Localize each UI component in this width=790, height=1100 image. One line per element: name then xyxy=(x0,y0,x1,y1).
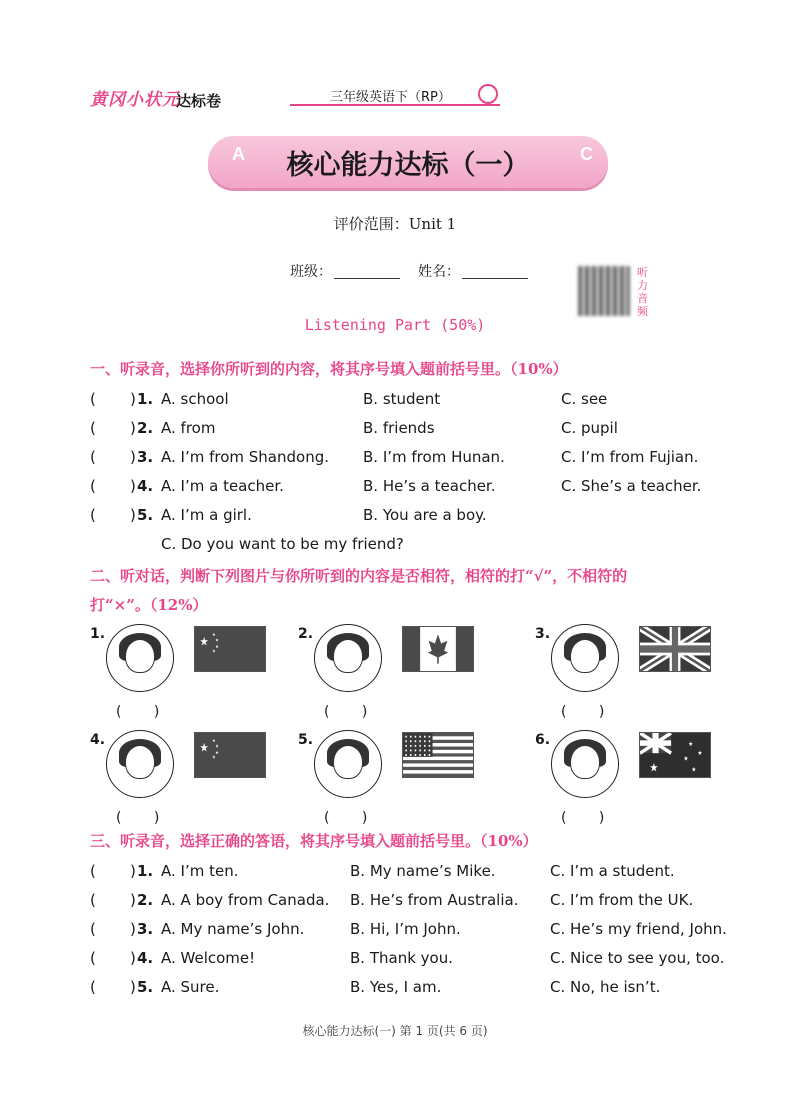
class-field[interactable] xyxy=(334,278,400,279)
option-a: A. school xyxy=(161,390,229,408)
svg-text:★: ★ xyxy=(683,755,689,763)
svg-text:★: ★ xyxy=(212,632,216,639)
option-b: B. I’m from Hunan. xyxy=(363,448,505,466)
option-c: C. see xyxy=(561,390,608,408)
answer-bracket-close: ) xyxy=(130,862,136,880)
subject-label: 三年级英语下（RP） xyxy=(330,90,451,105)
svg-text:★: ★ xyxy=(215,744,219,750)
child-portrait xyxy=(106,730,174,798)
option-b: B. He’s from Australia. xyxy=(350,891,519,909)
section1-title: 一、听录音，选择你所听到的内容，将其序号填入题前括号里。（10%） xyxy=(90,360,568,378)
svg-text:★: ★ xyxy=(649,760,659,775)
name-field[interactable] xyxy=(462,278,528,279)
answer-bracket-open[interactable]: ( xyxy=(90,891,96,909)
banner-letter-a: A xyxy=(232,144,245,164)
question-number: 4. xyxy=(137,949,154,967)
option-c: C. I’m from Fujian. xyxy=(561,448,699,466)
answer-bracket-open[interactable]: ( xyxy=(90,390,96,408)
child-portrait xyxy=(314,624,382,692)
option-b: B. He’s a teacher. xyxy=(363,477,496,495)
option-b: B. My name’s Mike. xyxy=(350,862,496,880)
answer-bracket-open[interactable]: ( xyxy=(90,862,96,880)
section2-title-line1: 二、听对话，判断下列图片与你所听到的内容是否相符，相符的打“√”，不相符的 xyxy=(90,567,628,585)
question-number: 3. xyxy=(137,448,154,466)
section3-title: 三、听录音，选择正确的答语，将其序号填入题前括号里。（10%） xyxy=(90,832,538,850)
answer-box[interactable]: ( ) xyxy=(116,704,174,720)
svg-text:★: ★ xyxy=(199,634,209,649)
answer-bracket-open[interactable]: ( xyxy=(90,477,96,495)
svg-text:★: ★ xyxy=(215,644,219,651)
picture-number: 6. xyxy=(535,732,551,748)
option-b: B. Yes, I am. xyxy=(350,978,442,996)
svg-text:★: ★ xyxy=(691,766,697,774)
flag-usa xyxy=(402,732,474,778)
option-b: B. You are a boy. xyxy=(363,506,487,524)
question-number: 5. xyxy=(137,978,154,996)
face-shape xyxy=(570,745,600,779)
answer-bracket-close: ) xyxy=(130,978,136,996)
child-portrait xyxy=(551,624,619,692)
question-number: 1. xyxy=(137,862,154,880)
svg-text:★: ★ xyxy=(215,638,219,644)
qr-caption: 听力音频 xyxy=(637,266,648,318)
picture-number: 3. xyxy=(535,626,551,642)
option-c: C. pupil xyxy=(561,419,618,437)
answer-box[interactable]: ( ) xyxy=(324,704,382,720)
option-a: A. A boy from Canada. xyxy=(161,891,330,909)
answer-bracket-close: ) xyxy=(130,448,136,466)
option-a: A. My name’s John. xyxy=(161,920,305,938)
question-number: 2. xyxy=(137,419,154,437)
child-portrait xyxy=(314,730,382,798)
class-label: 班级： xyxy=(290,264,332,280)
answer-box[interactable]: ( ) xyxy=(116,810,174,826)
option-a: A. Sure. xyxy=(161,978,220,996)
answer-bracket-close: ) xyxy=(130,920,136,938)
question-number: 4. xyxy=(137,477,154,495)
picture-number: 5. xyxy=(298,732,314,748)
svg-text:★: ★ xyxy=(688,740,694,748)
banner-letter-c: C xyxy=(580,144,593,164)
face-shape xyxy=(333,639,363,673)
answer-bracket-close: ) xyxy=(130,477,136,495)
answer-box[interactable]: ( ) xyxy=(561,704,619,720)
option-c: C. She’s a teacher. xyxy=(561,477,702,495)
question-number: 3. xyxy=(137,920,154,938)
question-number: 1. xyxy=(137,390,154,408)
svg-text:★: ★ xyxy=(212,738,216,745)
option-a: A. from xyxy=(161,419,216,437)
option-c: C. He’s my friend, John. xyxy=(550,920,727,938)
option-a: A. I’m a teacher. xyxy=(161,477,284,495)
picture-number: 1. xyxy=(90,626,106,642)
option-a: A. Welcome! xyxy=(161,949,256,967)
brand-subtitle: 达标卷 xyxy=(176,92,222,110)
picture-number: 4. xyxy=(90,732,106,748)
face-shape xyxy=(125,745,155,779)
answer-bracket-open[interactable]: ( xyxy=(90,506,96,524)
face-shape xyxy=(333,745,363,779)
flag-canada xyxy=(402,626,474,672)
option-b: B. Thank you. xyxy=(350,949,453,967)
option-b: B. Hi, I’m John. xyxy=(350,920,461,938)
question-number: 2. xyxy=(137,891,154,909)
page-title: 核心能力达标（一） xyxy=(286,150,530,181)
svg-text:★: ★ xyxy=(215,750,219,757)
answer-bracket-open[interactable]: ( xyxy=(90,419,96,437)
option-c: C. No, he isn’t. xyxy=(550,978,661,996)
option-c: C. I’m from the UK. xyxy=(550,891,694,909)
answer-bracket-open[interactable]: ( xyxy=(90,448,96,466)
question-number: 5. xyxy=(137,506,154,524)
section2-title-line2: 打“×”。（12%） xyxy=(90,596,208,614)
svg-text:★: ★ xyxy=(212,649,216,655)
evaluation-range: 评价范围：Unit 1 xyxy=(333,215,457,233)
child-portrait xyxy=(106,624,174,692)
face-shape xyxy=(125,639,155,673)
answer-bracket-close: ) xyxy=(130,390,136,408)
brand-logo: 黄冈小状元 xyxy=(90,90,180,110)
answer-bracket-close: ) xyxy=(130,949,136,967)
flag-china xyxy=(194,732,266,778)
qr-code[interactable] xyxy=(578,266,630,316)
answer-box[interactable]: ( ) xyxy=(561,810,619,826)
picture-number: 2. xyxy=(298,626,314,642)
flag-australia xyxy=(639,732,711,778)
flag-china xyxy=(194,626,266,672)
page-footer: 核心能力达标(一) 第 1 页(共 6 页) xyxy=(302,1024,488,1038)
flag-uk xyxy=(639,626,711,672)
option-a: A. I’m ten. xyxy=(161,862,239,880)
svg-text:★: ★ xyxy=(697,749,703,758)
option-c: C. I’m a student. xyxy=(550,862,675,880)
listening-part-heading: Listening Part (50%) xyxy=(304,316,486,334)
child-portrait xyxy=(551,730,619,798)
option-c: C. Do you want to be my friend? xyxy=(161,535,404,553)
answer-bracket-open[interactable]: ( xyxy=(90,949,96,967)
answer-bracket-close: ) xyxy=(130,506,136,524)
option-a: A. I’m a girl. xyxy=(161,506,252,524)
svg-text:★: ★ xyxy=(212,755,216,761)
answer-bracket-close: ) xyxy=(130,419,136,437)
swirl-icon xyxy=(478,84,498,104)
option-b: B. friends xyxy=(363,419,435,437)
option-c: C. Nice to see you, too. xyxy=(550,949,725,967)
option-b: B. student xyxy=(363,390,441,408)
svg-text:★: ★ xyxy=(199,740,209,755)
answer-bracket-open[interactable]: ( xyxy=(90,920,96,938)
option-a: A. I’m from Shandong. xyxy=(161,448,330,466)
answer-bracket-close: ) xyxy=(130,891,136,909)
face-shape xyxy=(570,639,600,673)
answer-box[interactable]: ( ) xyxy=(324,810,382,826)
answer-bracket-open[interactable]: ( xyxy=(90,978,96,996)
name-label: 姓名： xyxy=(418,264,460,280)
